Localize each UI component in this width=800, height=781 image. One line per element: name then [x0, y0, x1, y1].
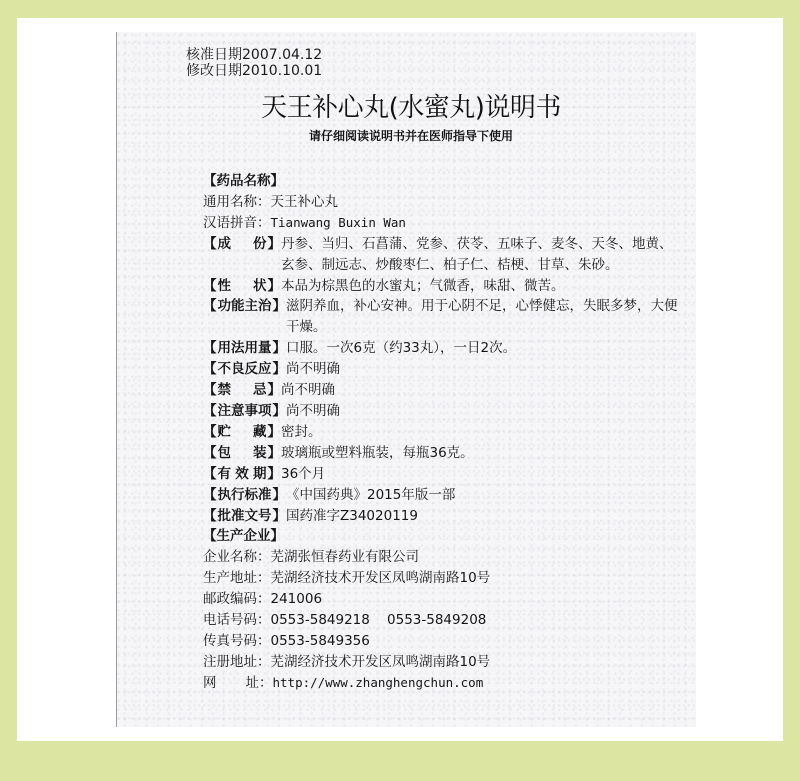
revision-date [186, 63, 322, 79]
field-label [203, 296, 286, 338]
field-label-char: 量 [258, 340, 272, 357]
manufacturer-row [203, 652, 683, 673]
manufacturer-list [203, 547, 683, 672]
field-value: 滋阴养血，补心安神。用于心阴不足，心悸健忘，失眠多梦，大便干燥。 [286, 298, 678, 336]
field-label-text [217, 338, 273, 359]
field-value: 36个月 [281, 465, 326, 482]
field-label-char: 法 [231, 340, 245, 357]
revision-date-label: 修改日期 [186, 63, 242, 79]
field-row [203, 485, 683, 506]
bracket-open: 【 [203, 235, 217, 252]
field-value: 口服。一次6克（约33丸），一日2次。 [286, 340, 517, 357]
manufacturer-row [203, 631, 683, 652]
field-label-char: 执 [217, 486, 231, 503]
field-label-char: 注 [217, 402, 231, 419]
field-value: 尚不明确 [281, 382, 335, 399]
field-label [203, 401, 286, 422]
field-row [203, 464, 683, 485]
website-label-char: 网 [203, 674, 217, 691]
bracket-open: 【 [203, 298, 217, 315]
field-value: 《中国药典》2015年版一部 [286, 486, 456, 503]
field-label-char: 良 [231, 361, 245, 378]
instruction-sheet-scan [116, 32, 696, 727]
website-value: http://www.zhanghengchun.com [272, 674, 484, 690]
field-list [203, 234, 683, 527]
field-row [203, 234, 683, 276]
bracket-open: 【 [203, 465, 217, 482]
bracket-close: 】 [272, 402, 286, 419]
bracket-open: 【 [203, 340, 217, 357]
generic-name-label: 通用名称： [203, 193, 271, 210]
field-label-text [217, 506, 273, 527]
manufacturer-value: 0553-5849218 0553-5849208 [270, 612, 487, 629]
field-label [203, 234, 281, 276]
field-label-char: 项 [258, 402, 272, 419]
field-label-char: 事 [244, 402, 258, 419]
pinyin-value: Tianwang Buxin Wan [270, 214, 406, 230]
bracket-close: 】 [267, 444, 281, 461]
field-value: 本品为棕黑色的水蜜丸；气微香，味甜、微苦。 [281, 277, 565, 294]
field-label-char: 用 [244, 340, 258, 357]
field-label-char: 功 [217, 298, 231, 315]
bracket-close: 】 [267, 382, 281, 399]
document-title: 天王补心丸(水蜜丸)说明书 [261, 93, 561, 123]
field-row [203, 422, 683, 443]
field-label-text [217, 276, 268, 297]
revision-date-value: 2010.10.01 [242, 63, 323, 79]
website-row [203, 673, 683, 694]
field-label-char: 成 [217, 235, 231, 252]
manufacturer-label: 生产地址： [203, 570, 271, 587]
field-label-char: 准 [258, 486, 272, 503]
field-value: 丹参、当归、石菖蒲、党参、茯苓、五味子、麦冬、天冬、地黄、玄参、制远志、炒酸枣仁、柏子仁、桔梗、甘草、朱砂。 [281, 235, 673, 273]
field-label-char: 文 [244, 507, 258, 524]
manufacturer-row [203, 610, 683, 631]
field-label [203, 506, 286, 527]
field-label [203, 276, 281, 297]
bracket-close: 】 [267, 235, 281, 252]
manufacturer-value: 0553-5849356 [270, 632, 370, 649]
website-label-char: 址 [245, 674, 259, 691]
manufacturer-row [203, 547, 683, 568]
field-row [203, 506, 683, 527]
bracket-close: 】 [272, 361, 286, 378]
field-label-char: 主 [244, 298, 258, 315]
manufacturer-value: 241006 [270, 591, 323, 608]
field-label-char: 有 [217, 465, 231, 482]
bracket-close: 】 [272, 298, 286, 315]
field-value: 尚不明确 [286, 361, 340, 378]
field-label-char: 能 [231, 298, 245, 315]
manufacturer-value: 芜湖经济技术开发区凤鸣湖南路10号 [270, 570, 491, 587]
bracket-open: 【 [203, 361, 217, 378]
field-row [203, 443, 683, 464]
bracket-open: 【 [203, 423, 217, 440]
manufacturer-row [203, 568, 683, 589]
field-label-char: 期 [253, 465, 267, 482]
field-label-text [217, 380, 268, 401]
approval-date [186, 47, 322, 63]
dates-block [186, 47, 322, 79]
field-label-char: 性 [217, 277, 231, 294]
bracket-close: 】 [267, 465, 281, 482]
field-label-char: 意 [231, 402, 245, 419]
approval-date-label: 核准日期 [186, 47, 242, 63]
field-label [203, 464, 281, 485]
field-label-char: 贮 [217, 423, 231, 440]
field-label-char: 忌 [253, 382, 267, 399]
bracket-open: 【 [203, 382, 217, 399]
bracket-open: 【 [203, 402, 217, 419]
field-label-char: 行 [231, 486, 245, 503]
field-label-char: 份 [253, 235, 267, 252]
field-value: 玻璃瓶或塑料瓶装，每瓶36克。 [281, 444, 474, 461]
field-label [203, 338, 286, 359]
field-label [203, 485, 286, 506]
manufacturer-label: 注册地址： [203, 653, 271, 670]
field-label-char: 标 [244, 486, 258, 503]
bracket-open: 【 [203, 444, 217, 461]
page-frame [17, 18, 783, 741]
generic-name-value: 天王补心丸 [270, 193, 338, 210]
document-subtitle: 请仔细阅读说明书并在医师指导下使用 [308, 129, 513, 143]
field-label-text [217, 464, 268, 485]
pinyin-row [203, 213, 683, 234]
manufacturer-label: 电话号码： [203, 612, 271, 629]
approval-date-value: 2007.04.12 [242, 47, 323, 63]
manufacturer-label: 传真号码： [203, 632, 271, 649]
field-label-text [217, 359, 273, 380]
field-row [203, 359, 683, 380]
section-manufacturer: 【生产企业】 [203, 528, 284, 545]
field-value: 尚不明确 [286, 402, 340, 419]
field-row [203, 296, 683, 338]
field-label-text [217, 296, 273, 338]
manufacturer-value: 芜湖张恒春药业有限公司 [270, 549, 419, 566]
field-label [203, 359, 286, 380]
bracket-open: 【 [203, 507, 217, 524]
pinyin-label: 汉语拼音： [203, 214, 271, 231]
field-label-char: 用 [217, 340, 231, 357]
field-row [203, 380, 683, 401]
manufacturer-row [203, 589, 683, 610]
field-label-char: 效 [235, 465, 249, 482]
website-label [203, 673, 259, 694]
document-body [203, 171, 683, 694]
field-label-char: 禁 [217, 382, 231, 399]
manufacturer-label: 邮政编码： [203, 591, 271, 608]
field-row [203, 276, 683, 297]
field-label-char: 包 [217, 444, 231, 461]
field-label-char: 批 [217, 507, 231, 524]
field-label-char: 反 [244, 361, 258, 378]
section-drug-name: 【药品名称】 [203, 173, 284, 189]
field-label [203, 443, 281, 464]
bracket-open: 【 [203, 486, 217, 503]
field-label-text [217, 443, 268, 464]
field-label-char: 应 [258, 361, 272, 378]
bracket-close: 】 [267, 423, 281, 440]
generic-name-row [203, 192, 683, 213]
field-label [203, 380, 281, 401]
manufacturer-value: 芜湖经济技术开发区凤鸣湖南路10号 [270, 653, 491, 670]
field-label-text [217, 234, 268, 276]
field-row [203, 338, 683, 359]
field-value: 国药准字Z34020119 [286, 507, 418, 524]
field-row [203, 401, 683, 422]
field-label-char: 治 [258, 298, 272, 315]
field-value: 密封。 [281, 423, 322, 440]
manufacturer-label: 企业名称： [203, 549, 271, 566]
field-label [203, 422, 281, 443]
bracket-close: 】 [272, 486, 286, 503]
field-label-text [217, 401, 273, 422]
field-label-char: 号 [258, 507, 272, 524]
field-label-char: 不 [217, 361, 231, 378]
field-label-text [217, 485, 273, 506]
field-label-text [217, 422, 268, 443]
bracket-open: 【 [203, 277, 217, 294]
field-label-char: 藏 [253, 423, 267, 440]
website-colon: ： [259, 674, 273, 691]
field-label-char: 装 [253, 444, 267, 461]
bracket-close: 】 [272, 507, 286, 524]
bracket-close: 】 [267, 277, 281, 294]
field-label-char: 准 [231, 507, 245, 524]
field-label-char: 状 [253, 277, 267, 294]
bracket-close: 】 [272, 340, 286, 357]
